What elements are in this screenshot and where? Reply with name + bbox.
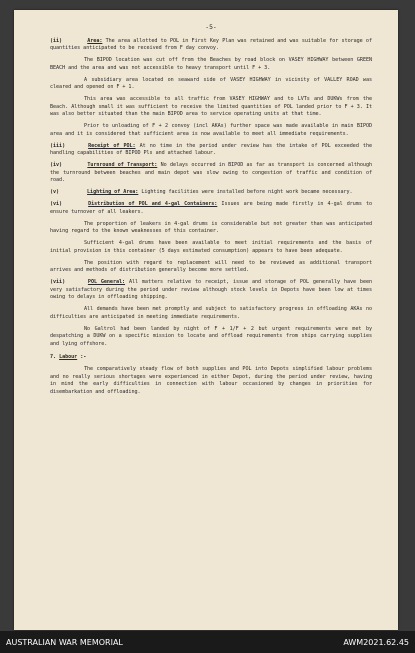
section-suffix: :-: [80, 354, 87, 361]
paragraph-area: [50, 38, 372, 53]
paragraph-text: All matters relative to receipt, issue and storage of POL generally have been very satisfactory during the period under review although stock levels in Depots have been low at times owing to delays in offloading shipping.: [50, 279, 372, 301]
document-page: [14, 10, 398, 630]
paragraph-lighting: [50, 189, 372, 197]
paragraph-subsidiary-area: A subsidiary area located on seaward side of VASEY HIGHWAY in vicinity of VALLEY ROAD was cleared and opened on F + 1.: [50, 76, 372, 91]
paragraph-bipod-location: The BIPOD location was cut off from the Beaches by road block on VASEY HIGHWAY between GREEN BEACH and the area and was not accessible to heavy transport until F + 3.: [50, 57, 372, 71]
paragraph-prior-unloading: Prior to unloading of F + 2 convoy (incl AKAs) further space was made available in main BIPOD area and it is considered that sufficient area is now available to meet all immediate requirements.: [50, 123, 372, 137]
document-body: [50, 23, 372, 401]
paragraph-receipt: [50, 143, 372, 158]
paragraph-labour: The comparatively steady flow of both supplies and POL into Depots simplified labour problems and no really serious shortages were experienced in either Depot, during the period under review, having in mind the early difficulties in connection with labour occasioned by changes in priorities for disembarkation and offloading.: [50, 366, 372, 396]
section-title: Labour: [59, 354, 78, 361]
archive-name: AUSTRALIAN WAR MEMORIAL: [6, 638, 123, 647]
archive-footer: [0, 631, 415, 653]
section-label: (v): [50, 189, 60, 196]
paragraph-text: At no time in the period under review has the intake of POL exceeded the handling capabilities of BIPOD Pls and attached labour.: [50, 142, 372, 157]
section-label: (iii): [50, 142, 66, 149]
archive-reference: AWM2021.62.45: [343, 638, 409, 647]
section-heading: Lighting of Area:: [87, 189, 139, 196]
paragraph-position: The position with regard to replacement will need to be reviewed as additional transport arrives and methods of distribution generally become more settled.: [50, 259, 372, 274]
paragraph-pol-general: [50, 279, 372, 302]
section-label: (iv): [50, 162, 63, 169]
paragraph-text: Lighting facilities were installed before night work became necessary.: [141, 189, 353, 196]
section-number: 7.: [50, 354, 57, 361]
paragraph-galtrol: No Galtrol had been landed by night of F + 1/F + 2 but urgent requirements were met by despatching a DUKW on a specific mission to locate and offload requirements from ships carrying supplies and lying offshore.: [50, 325, 372, 347]
paragraph-turnround: [50, 162, 372, 185]
section-label: (vii): [50, 279, 66, 285]
section-7-heading: [50, 354, 372, 362]
paragraph-distribution: [50, 201, 372, 216]
paragraph-text: Issues are being made firstly in 4-gal drums to ensure turnover of all leakers.: [50, 201, 372, 215]
section-heading: Turnround of Transport:: [87, 162, 158, 169]
paragraph-proportion: The proportion of leakers in 4-gal drums is considerable but not greater than was anticipated having regard to the known weaknesses of this container.: [50, 220, 372, 235]
paragraph-text: No delays occurred in BIPOD as far as transport is concerned although the turnround between beaches and main depot was slow owing to congestion of traffic and condition of road.: [50, 162, 372, 184]
paragraph-sufficient: Sufficient 4-gal drums have been available to meet initial requirements and the basis of initial provision in this container (5 days estimated consumption) appears to have been adequate.: [50, 240, 372, 254]
section-heading: Distribution of POL and 4-gal Containers:: [88, 201, 218, 208]
section-heading: Receipt of POL:: [88, 142, 136, 149]
paragraph-demands: All demands have been met promptly and subject to satisfactory progress in offloading AKAs no difficulties are anticipated in meeting immediate requirements.: [50, 306, 372, 320]
page-number: -5-: [205, 23, 217, 31]
section-heading: Area:: [87, 37, 103, 44]
section-heading: POL General:: [87, 279, 126, 285]
section-label: (ii): [50, 37, 63, 44]
paragraph-text: The area allotted to POL in First Key Plan was retained and was suitable for storage of quantities anticipated to be received from F day convoy.: [50, 37, 372, 52]
paragraph-accessible: This area was accessible to all traffic from VASEY HIGHWAY and to LVTs and DUKWs from the Beach. Although small it was sufficient to receive the limited quantities of POL landed prior to F + 3. It was also better situated than the main BIPOD area to service operating units at that time.: [50, 96, 372, 118]
section-label: (vi): [50, 201, 63, 208]
